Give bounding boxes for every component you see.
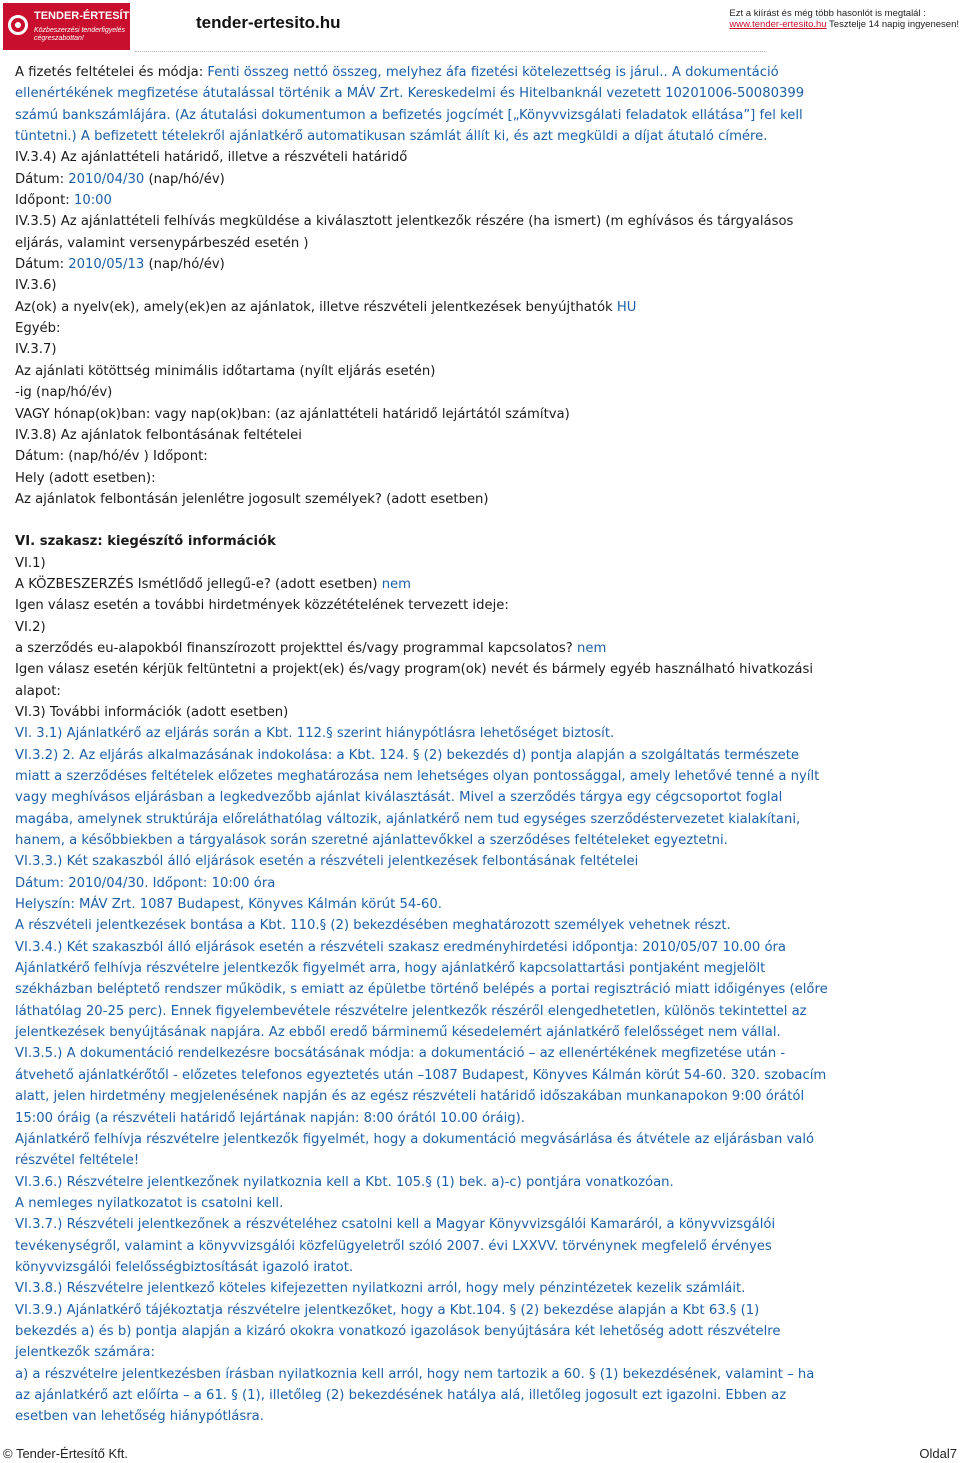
label-text: Hely (adott esetben): — [15, 470, 156, 486]
value-text: tevékenységről, valamint a könyvvizsgálói közfelügyeletről szóló 2007. évi LXXVV. törvénynek megfelelő érvényes — [15, 1238, 772, 1254]
text-line — [15, 404, 945, 425]
text-line — [15, 233, 945, 254]
label-text: IV.3.7) — [15, 342, 57, 358]
value-text: Ajánlatkérő felhívja részvételre jelentkezők figyelmét arra, hogy ajánlatkérő kapcsolattartási pontjaként megjelölt — [15, 961, 766, 977]
text-line — [15, 553, 945, 574]
text-line — [15, 1278, 945, 1299]
label-text: Időpont: — [15, 193, 74, 209]
text-line — [15, 1257, 945, 1278]
page-footer — [3, 1446, 957, 1462]
text-line — [15, 1193, 945, 1214]
value-text: számú bankszámlájára. (Az átutalási dokumentumon a befizetés jogcímét [„Könyvvizsgálati feladatok ellátása”] fel kell — [15, 107, 803, 123]
label-text: VI. szakasz: kiegészítő információk — [15, 534, 276, 550]
value-text: ellenértékének megfizetése átutalással történik a MÁV Zrt. Kereskedelmi és Hitelbanknál vezetett 10201006-50080399 — [15, 86, 805, 102]
value-text: A nemleges nyilatkozatot is csatolni kell. — [15, 1195, 284, 1211]
promo-tail: Tesztelje 14 napig ingyenesen! — [826, 19, 959, 30]
value-text: a) a részvételre jelentkezésben írásban nyilatkoznia kell arról, hogy nem tartozik a 60. § (1) bekezdésének, valamint – ha — [15, 1366, 815, 1382]
value-text: láthatólag 20-25 perc). Ennek figyelembevétele részvételre jelentkezők részéről elengedhetetlen, különös tekintettel az — [15, 1003, 807, 1019]
value-text: jelentkezők számára: — [15, 1345, 155, 1361]
value-text: VI.3.8.) Részvételre jelentkező köteles kifejezetten nyilatkozni arról, hogy mely pénzintézetek kezelik számláit. — [15, 1281, 746, 1297]
text-line — [15, 1022, 945, 1043]
value-text: nem — [381, 576, 412, 592]
text-line — [15, 126, 945, 147]
text-line — [15, 1236, 945, 1257]
text-line — [15, 211, 945, 232]
label-text: VAGY hónap(ok)ban: vagy nap(ok)ban: (az ajánlattételi határidő lejártától számítva) — [15, 406, 570, 422]
text-line — [15, 339, 945, 360]
promo-link[interactable]: www.tender-ertesito.hu — [729, 19, 827, 30]
label-text: A fizetés feltételei és módja: — [15, 65, 208, 80]
value-text: Ajánlatkérő felhívja részvételre jelentkezők figyelmét, hogy a dokumentáció megvásárlása és átvétele az eljárásban való — [15, 1131, 815, 1147]
value-text: részvétel feltétele! — [15, 1153, 140, 1169]
text-line — [15, 1129, 945, 1150]
text-line — [15, 659, 945, 680]
label-text: IV.3.6) — [15, 278, 57, 294]
text-line — [15, 105, 945, 126]
value-text: 2010/05/13 — [68, 257, 145, 273]
value-text: nem — [577, 640, 607, 656]
value-text: VI.3.7.) Részvételi jelentkezőnek a részvételéhez csatolni kell a Magyar Könyvvizsgálói Kamaráról, a könyvvizsgálói — [15, 1217, 776, 1233]
label-text: IV.3.4) Az ajánlattételi határidő, illetve a részvételi határidő — [15, 150, 408, 166]
text-line — [15, 873, 945, 894]
text-line — [15, 382, 945, 403]
value-text: Dátum: 2010/04/30. Időpont: 10:00 óra — [15, 875, 276, 891]
text-line — [15, 169, 945, 190]
text-line — [15, 1321, 945, 1342]
label-text: (nap/hó/év) — [144, 171, 225, 187]
value-text: 2010/04/30 — [68, 171, 145, 187]
value-text: A részvételi jelentkezések bontása a Kbt. 110.§ (2) bekezdésében meghatározott személyek vehetnek részt. — [15, 918, 731, 934]
label-text: alapot: — [15, 683, 61, 699]
label-text: IV.3.8) Az ajánlatok felbontásának feltételei — [15, 427, 302, 443]
value-text: vagy meghívásos eljárásban a legkedvezőbb ajánlat kiválasztását. Mivel a szerződés tárgya egy cégcsoportot foglal — [15, 790, 783, 806]
value-text: HU — [616, 299, 637, 315]
text-line — [15, 446, 945, 467]
text-line — [15, 1342, 945, 1363]
value-text: miatt a szerződéses feltételek előzetes meghatározása nem lehetséges olyan pontossággal, amely lehetővé tenné a nyílt — [15, 769, 820, 784]
page-header — [0, 0, 960, 56]
value-text: VI.3.5.) A dokumentáció rendelkezésre bocsátásának módja: a dokumentáció – az ellenértékének megfizetése után - — [15, 1046, 786, 1062]
text-line — [15, 361, 945, 382]
value-text: alatt, jelen hirdetmény megjelenésének napján és az egész részvételi határidő időszakában munkanapokon 9:00 órától — [15, 1089, 805, 1105]
value-text: VI. 3.1) Ajánlatkérő az eljárás során a Kbt. 112.§ szerint hiánypótlásra lehetőséget biztosít. — [15, 726, 615, 742]
text-line — [15, 62, 945, 83]
value-text: esetben van lehetőség hiánypótlásra. — [15, 1409, 264, 1425]
text-line — [15, 254, 945, 275]
value-text: jelentkezések benyújtásának napjára. Az ebből eredő bárminemű késedelemért ajánlatkérő felelősséget nem vállal. — [15, 1025, 781, 1041]
text-line — [15, 638, 945, 659]
text-line — [15, 617, 945, 638]
text-line — [15, 1001, 945, 1022]
label-text: (nap/hó/év) — [144, 257, 225, 273]
text-line — [15, 83, 945, 104]
logo-tagline: Közbeszerzési tenderfigyelés cégreszabottan! — [34, 27, 126, 42]
text-line — [15, 275, 945, 296]
text-line — [15, 1065, 945, 1086]
label-text: A KÖZBESZERZÉS Ismétlődő jellegű-e? (adott esetben) — [15, 576, 382, 592]
text-line — [15, 468, 945, 489]
text-line — [15, 979, 945, 1000]
value-text: bekezdés a) és b) pontja alapján a kizáró okokra vonatkozó igazolások benyújtására két lehetőség adott részvételre — [15, 1323, 781, 1339]
label-text: Az(ok) a nyelv(ek), amely(ek)en az ajánlatok, illetve részvételi jelentkezések benyújthatók — [15, 299, 617, 315]
label-text: Egyéb: — [15, 321, 61, 337]
value-text: VI.3.4.) Két szakaszból álló eljárások esetén a részvételi szakasz eredményhirdetési időpontja: 2010/05/07 10.00 óra — [15, 939, 787, 955]
value-text: Fenti összeg nettó összeg, melyhez áfa fizetési kötelezettség is járul.. A dokumentáció — [207, 65, 779, 80]
label-text: Dátum: — [15, 257, 69, 273]
text-line — [15, 830, 945, 851]
text-line — [15, 1406, 945, 1427]
label-text: Az ajánlatok felbontásán jelenlétre jogosult személyek? (adott esetben) — [15, 491, 489, 507]
text-line — [15, 1385, 945, 1406]
text-line — [15, 1214, 945, 1235]
label-text: VI.3) További információk (adott esetben) — [15, 704, 289, 720]
text-line — [15, 745, 945, 766]
text-line — [15, 595, 945, 616]
document-body — [15, 62, 945, 1428]
text-line — [15, 766, 945, 787]
value-text: 10:00 — [73, 193, 112, 209]
text-line — [15, 723, 945, 744]
label-text: Az ajánlati kötöttség minimális időtartama (nyílt eljárás esetén) — [15, 363, 436, 379]
text-line — [15, 1364, 945, 1385]
value-text: székházban beléptető rendszer működik, s emiatt az épületbe történő belépés a portai regisztráció miatt időigényes (előre — [15, 982, 828, 998]
promo-line-2 — [729, 19, 959, 30]
label-text: IV.3.5) Az ajánlattételi felhívás megküldése a kiválasztott jelentkezők részére (ha ismert) (m eghívásos és tárgyalásos — [15, 214, 794, 230]
text-line — [15, 1108, 945, 1129]
value-text: hanem, a későbbiekben a tárgyalások során szeretné ajánlattevőkkel a szerződéses feltételeket egyeztetni. — [15, 833, 728, 849]
text-line — [15, 702, 945, 723]
value-text: VI.3.3.) Két szakaszból álló eljárások esetén a részvételi jelentkezések felbontásának feltételei — [15, 854, 639, 870]
text-line — [15, 190, 945, 211]
site-title: tender-ertesito.hu — [196, 13, 341, 32]
text-line — [15, 937, 945, 958]
promo-box — [729, 8, 959, 30]
page-number: Oldal7 — [919, 1446, 957, 1461]
logo-name: TENDER-ÉRTESÍTŐ.hu — [34, 10, 155, 22]
site-logo[interactable] — [3, 3, 155, 50]
text-line — [15, 681, 945, 702]
text-line — [15, 1043, 945, 1064]
text-line — [15, 1300, 945, 1321]
footer-copyright: © Tender-Értesítő Kft. — [3, 1446, 128, 1461]
text-line — [15, 809, 945, 830]
label-text: a szerződés eu-alapokból finanszírozott projekttel és/vagy programmal kapcsolatos? — [15, 640, 577, 656]
logo-mark-icon — [8, 15, 28, 35]
value-text: tüntetni.) A befizetett tételekről ajánlatkérő automatikusan számlát állít ki, és azt megküldi a díjat átutaló címére. — [15, 129, 768, 145]
label-text: VI.2) — [15, 619, 46, 635]
text-line — [15, 894, 945, 915]
text-line — [15, 489, 945, 510]
value-text: VI.3.2) 2. Az eljárás alkalmazásának indokolása: a Kbt. 124. § (2) bekezdés d) pontja alapján a szolgáltatás természete — [15, 747, 799, 763]
text-line — [15, 425, 945, 446]
label-text: eljárás, valamint versenypárbeszéd esetén ) — [15, 235, 309, 251]
text-line — [15, 574, 945, 595]
value-text: az ajánlatkérő azt előírta – a 61. § (1), illetőleg (2) bekezdésének hatálya alá, illetőleg jogosult ezt igazolni. Ebben az — [15, 1387, 787, 1403]
text-line — [15, 1150, 945, 1171]
text-line — [15, 851, 945, 872]
value-text: magába, amelynek struktúrája előreláthatólag változik, ajánlatkérő nem tud egységes szerződéstervezetet kialakítani, — [15, 811, 801, 827]
value-text: Helyszín: MÁV Zrt. 1087 Budapest, Könyves Kálmán körút 54-60. — [15, 897, 442, 913]
value-text: könyvvizsgálói felelősségbiztosítását igazoló iratot. — [15, 1259, 354, 1275]
value-text: átvehető ajánlatkérőtől - előzetes telefonos egyeztetés után –1087 Budapest, Könyves Kálmán körút 54-60. 320. szobacím — [15, 1067, 827, 1083]
text-line — [15, 958, 945, 979]
text-line — [15, 1086, 945, 1107]
text-line — [15, 787, 945, 808]
label-text: Igen válasz esetén a további hirdetmények közzétételének tervezett ideje: — [15, 598, 509, 614]
text-line — [15, 147, 945, 168]
section-heading — [15, 531, 945, 552]
promo-line: Ezt a kiírást és még több hasonlót is megtalál : — [729, 8, 926, 19]
text-line — [15, 915, 945, 936]
text-line — [15, 318, 945, 339]
text-line — [15, 1172, 945, 1193]
value-text: 15:00 óráig (a részvételi határidő lejártának napján: 8:00 órától 10.00 óráig). — [15, 1110, 525, 1126]
header-divider — [135, 51, 765, 52]
text-line — [15, 297, 945, 318]
label-text: Dátum: — [15, 171, 69, 187]
label-text: VI.1) — [15, 555, 46, 571]
label-text: Igen válasz esetén kérjük feltüntetni a projekt(ek) és/vagy program(ok) nevét és bármely egyéb használható hivatkozási — [15, 662, 814, 678]
label-text: -ig (nap/hó/év) — [15, 385, 113, 401]
value-text: VI.3.9.) Ajánlatkérő tájékoztatja részvételre jelentkezőket, hogy a Kbt.104. § (2) bekezdése alapján a Kbt 63.§ (1) — [15, 1302, 760, 1318]
label-text: Dátum: (nap/hó/év ) Időpont: — [15, 449, 208, 465]
value-text: VI.3.6.) Részvételre jelentkezőnek nyilatkoznia kell a Kbt. 105.§ (1) bek. a)-c) pontjára vonatkozóan. — [15, 1174, 674, 1190]
